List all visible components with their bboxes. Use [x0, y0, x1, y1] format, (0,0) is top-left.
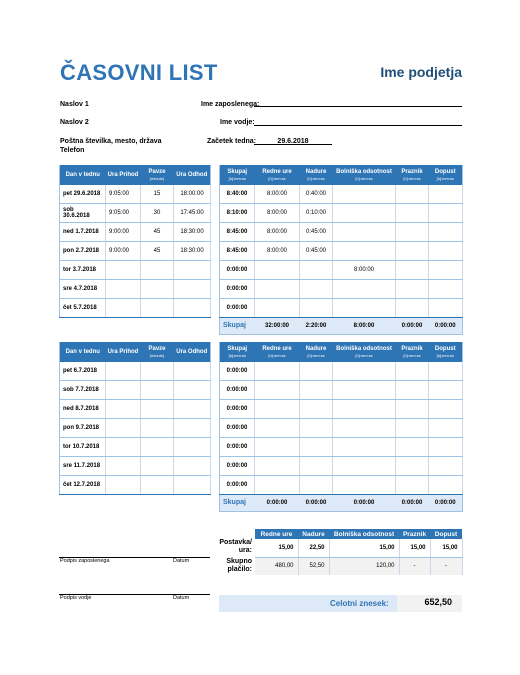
table-row: [220, 362, 463, 381]
total-cell: 0:00:00: [220, 362, 255, 381]
overtime-cell[interactable]: [300, 261, 333, 280]
vacation-cell[interactable]: [429, 456, 463, 475]
time-in-cell[interactable]: [106, 261, 141, 280]
holiday-cell[interactable]: [396, 438, 429, 457]
total-regular: 0:00:00: [255, 494, 300, 511]
company-name[interactable]: Ime podjetja: [380, 64, 462, 80]
regular-cell[interactable]: 8:00:00: [255, 223, 300, 242]
total-overtime: 0:00:00: [300, 494, 333, 511]
employee-date-label: Datum: [173, 558, 190, 564]
summary-header: Bolniška odsotnost: [329, 529, 399, 539]
sick-cell[interactable]: [333, 298, 396, 317]
time-out-cell[interactable]: 18:00:00: [174, 185, 211, 204]
total-cell: 8:40:00: [220, 185, 255, 204]
total-overtime: 2:20:00: [300, 317, 333, 334]
vacation-cell[interactable]: [429, 204, 463, 223]
regular-cell[interactable]: [255, 279, 300, 298]
time-in-cell[interactable]: [106, 456, 141, 475]
sick-cell[interactable]: 8:00:00: [333, 261, 396, 280]
overtime-cell[interactable]: 0:45:00: [300, 223, 333, 242]
table-row: [60, 475, 211, 494]
break-cell[interactable]: [141, 475, 174, 494]
time-out-cell[interactable]: [174, 362, 211, 381]
overtime-cell[interactable]: [300, 438, 333, 457]
overtime-cell[interactable]: [300, 400, 333, 419]
total-pay-cell: -: [430, 557, 462, 575]
sick-cell[interactable]: [333, 400, 396, 419]
time-out-cell[interactable]: [174, 475, 211, 494]
day-cell: ned 1.7.2018: [60, 223, 106, 242]
vacation-cell[interactable]: [429, 419, 463, 438]
time-in-cell[interactable]: [106, 475, 141, 494]
sick-cell[interactable]: [333, 223, 396, 242]
time-in-cell[interactable]: [106, 362, 141, 381]
break-cell[interactable]: 30: [141, 204, 174, 223]
day-cell: čet 5.7.2018: [60, 298, 106, 317]
overtime-cell[interactable]: 0:40:00: [300, 185, 333, 204]
holiday-cell[interactable]: [396, 279, 429, 298]
manager-name-label: Ime vodje:: [220, 119, 255, 126]
holiday-cell[interactable]: [396, 185, 429, 204]
holiday-cell[interactable]: [396, 298, 429, 317]
break-cell[interactable]: 45: [141, 242, 174, 261]
table-row: [220, 419, 463, 438]
week2-hours-table: [219, 342, 463, 512]
time-out-cell[interactable]: [174, 298, 211, 317]
vacation-cell[interactable]: [429, 475, 463, 494]
vacation-cell[interactable]: [429, 223, 463, 242]
regular-cell[interactable]: [255, 298, 300, 317]
sick-cell[interactable]: [333, 362, 396, 381]
regular-cell[interactable]: [255, 419, 300, 438]
total-cell: 8:45:00: [220, 242, 255, 261]
week2-time-table: [59, 342, 211, 495]
break-cell[interactable]: [141, 261, 174, 280]
time-in-cell[interactable]: [106, 381, 141, 400]
table-row: [220, 242, 463, 261]
week-start-label: Začetek tedna:: [207, 138, 257, 145]
time-out-cell[interactable]: [174, 381, 211, 400]
overtime-cell[interactable]: [300, 298, 333, 317]
total-pay-cell: -: [399, 557, 430, 575]
col-break: Pavze (minute): [141, 342, 174, 362]
total-vacation: 0:00:00: [429, 494, 463, 511]
total-vacation: 0:00:00: [429, 317, 463, 334]
total-cell: 0:00:00: [220, 261, 255, 280]
sick-cell[interactable]: [333, 475, 396, 494]
col-sick: Bolniška odsotnost [h]:mm:ss: [333, 165, 396, 185]
table-row: [60, 362, 211, 381]
col-total: Skupaj [h]:mm:ss: [220, 165, 255, 185]
address-line-1[interactable]: Naslov 1: [60, 101, 89, 108]
table-row: [220, 438, 463, 457]
sick-cell[interactable]: [333, 185, 396, 204]
pay-summary-table: [255, 529, 463, 575]
table-row: [60, 438, 211, 457]
rate-row: [255, 539, 462, 557]
totals-label: Skupaj: [220, 317, 255, 334]
col-regular: Redne ure [h]:mm:ss: [255, 165, 300, 185]
table-row: [60, 242, 211, 261]
total-cell: 0:00:00: [220, 438, 255, 457]
col-holiday: Praznik [h]:mm:ss: [396, 342, 429, 362]
time-out-cell[interactable]: [174, 261, 211, 280]
table-row: [220, 261, 463, 280]
vacation-cell[interactable]: [429, 242, 463, 261]
total-cell: 0:00:00: [220, 475, 255, 494]
regular-cell[interactable]: [255, 261, 300, 280]
rate-cell[interactable]: 15,00: [329, 539, 399, 557]
rate-cell[interactable]: 15,00: [255, 539, 298, 557]
table-row: [220, 185, 463, 204]
regular-cell[interactable]: 8:00:00: [255, 204, 300, 223]
summary-header: Dopust: [430, 529, 462, 539]
col-vacation: Dopust [h]:mm:ss: [429, 165, 463, 185]
total-cell: 0:00:00: [220, 419, 255, 438]
regular-cell[interactable]: [255, 400, 300, 419]
phone[interactable]: Telefon: [60, 147, 85, 154]
sick-cell[interactable]: [333, 279, 396, 298]
totals-row: [220, 317, 463, 334]
total-cell: 0:00:00: [220, 298, 255, 317]
totals-label: Skupaj: [220, 494, 255, 511]
holiday-cell[interactable]: [396, 204, 429, 223]
table-row: [220, 381, 463, 400]
break-cell[interactable]: [141, 381, 174, 400]
break-cell[interactable]: [141, 438, 174, 457]
col-break: Pavze (minute): [141, 165, 174, 185]
overtime-cell[interactable]: [300, 419, 333, 438]
vacation-cell[interactable]: [429, 362, 463, 381]
regular-cell[interactable]: [255, 475, 300, 494]
day-cell: pet 6.7.2018: [60, 362, 106, 381]
overtime-cell[interactable]: [300, 362, 333, 381]
time-out-cell[interactable]: 17:45:00: [174, 204, 211, 223]
total-pay-cell: 480,00: [255, 557, 298, 575]
total-cell: 0:00:00: [220, 279, 255, 298]
sick-cell[interactable]: [333, 242, 396, 261]
time-out-cell[interactable]: 18:30:00: [174, 223, 211, 242]
time-out-cell[interactable]: [174, 438, 211, 457]
total-sick: 8:00:00: [333, 317, 396, 334]
sick-cell[interactable]: [333, 438, 396, 457]
address-city[interactable]: Poštna številka, mesto, država: [60, 138, 162, 145]
holiday-cell[interactable]: [396, 362, 429, 381]
manager-signature-label: Podpis vodje: [60, 595, 92, 601]
col-sick: Bolniška odsotnost [h]:mm:ss: [333, 342, 396, 362]
manager-name-field[interactable]: [254, 125, 462, 126]
grand-total-value: 652,50: [424, 597, 452, 607]
regular-cell[interactable]: 8:00:00: [255, 185, 300, 204]
sick-cell[interactable]: [333, 456, 396, 475]
table-row: [220, 456, 463, 475]
time-in-cell[interactable]: [106, 279, 141, 298]
break-cell[interactable]: [141, 279, 174, 298]
table-row: [220, 475, 463, 494]
table-row: [60, 279, 211, 298]
total-cell: 0:00:00: [220, 456, 255, 475]
day-cell: pet 29.6.2018: [60, 185, 106, 204]
rate-cell[interactable]: 15,00: [430, 539, 462, 557]
col-day: Dan v tednu: [60, 342, 106, 362]
table-row: [60, 456, 211, 475]
table-row: [60, 261, 211, 280]
total-cell: 8:10:00: [220, 204, 255, 223]
col-overtime: Nadure [h]:mm:ss: [300, 165, 333, 185]
time-in-cell[interactable]: [106, 438, 141, 457]
table-row: [220, 400, 463, 419]
col-total: Skupaj [h]:mm:ss: [220, 342, 255, 362]
total-cell: 0:00:00: [220, 400, 255, 419]
rate-cell[interactable]: 22,50: [298, 539, 329, 557]
overtime-cell[interactable]: [300, 381, 333, 400]
total-pay-label: Skupno plačilo:: [226, 558, 252, 573]
table-row: [60, 400, 211, 419]
week1-time-table: [59, 165, 211, 318]
day-cell: pon 9.7.2018: [60, 419, 106, 438]
vacation-cell[interactable]: [429, 185, 463, 204]
break-cell[interactable]: [141, 362, 174, 381]
sick-cell[interactable]: [333, 381, 396, 400]
col-in: Ura Prihod: [106, 342, 141, 362]
summary-header: Nadure: [298, 529, 329, 539]
col-day: Dan v tednu: [60, 165, 106, 185]
time-out-cell[interactable]: [174, 456, 211, 475]
sick-cell[interactable]: [333, 204, 396, 223]
day-cell: sob 30.6.2018: [60, 204, 106, 223]
summary-header: Praznik: [399, 529, 430, 539]
table-row: [220, 298, 463, 317]
grand-total-label: Celotni znesek:: [330, 599, 389, 608]
holiday-cell[interactable]: [396, 261, 429, 280]
rate-cell[interactable]: 15,00: [399, 539, 430, 557]
time-out-cell[interactable]: [174, 419, 211, 438]
col-overtime: Nadure [h]:mm:ss: [300, 342, 333, 362]
break-cell[interactable]: [141, 456, 174, 475]
page-title: ČASOVNI LIST: [60, 60, 218, 85]
sick-cell[interactable]: [333, 419, 396, 438]
total-holiday: 0:00:00: [396, 494, 429, 511]
col-out: Ura Odhod: [174, 165, 211, 185]
summary-header: Redne ure: [255, 529, 298, 539]
totals-row: [220, 494, 463, 511]
vacation-cell[interactable]: [429, 261, 463, 280]
regular-cell[interactable]: [255, 438, 300, 457]
day-cell: čet 12.7.2018: [60, 475, 106, 494]
employee-name-label: Ime zaposlenega:: [201, 101, 260, 108]
col-holiday: Praznik [h]:mm:ss: [396, 165, 429, 185]
day-cell: tor 3.7.2018: [60, 261, 106, 280]
day-cell: sre 4.7.2018: [60, 279, 106, 298]
week-start-underline: [254, 144, 332, 145]
time-in-cell[interactable]: [106, 298, 141, 317]
address-line-2[interactable]: Naslov 2: [60, 119, 89, 126]
total-regular: 32:00:00: [255, 317, 300, 334]
table-row: [220, 204, 463, 223]
week-start-value[interactable]: 29.6.2018: [277, 138, 309, 145]
overtime-cell[interactable]: 0:10:00: [300, 204, 333, 223]
holiday-cell[interactable]: [396, 456, 429, 475]
employee-name-field[interactable]: [254, 106, 462, 107]
break-cell[interactable]: 45: [141, 223, 174, 242]
vacation-cell[interactable]: [429, 279, 463, 298]
table-row: [60, 185, 211, 204]
day-cell: sre 11.7.2018: [60, 456, 106, 475]
day-cell: tor 10.7.2018: [60, 438, 106, 457]
total-cell: 0:00:00: [220, 381, 255, 400]
table-row: [220, 223, 463, 242]
holiday-cell[interactable]: [396, 475, 429, 494]
manager-date-label: Datum: [173, 595, 190, 601]
day-cell: ned 8.7.2018: [60, 400, 106, 419]
vacation-cell[interactable]: [429, 298, 463, 317]
table-row: [60, 381, 211, 400]
time-in-cell[interactable]: 9:00:00: [106, 223, 141, 242]
table-row: [220, 279, 463, 298]
regular-cell[interactable]: [255, 456, 300, 475]
rate-label: Postavka/ ura:: [219, 539, 252, 554]
total-holiday: 0:00:00: [396, 317, 429, 334]
break-cell[interactable]: [141, 298, 174, 317]
time-in-cell[interactable]: [106, 419, 141, 438]
overtime-cell[interactable]: [300, 475, 333, 494]
table-row: [60, 298, 211, 317]
total-pay-row: [255, 557, 462, 575]
time-out-cell[interactable]: 18:30:00: [174, 242, 211, 261]
col-vacation: Dopust [h]:mm:ss: [429, 342, 463, 362]
holiday-cell[interactable]: [396, 223, 429, 242]
total-pay-cell: 120,00: [329, 557, 399, 575]
table-row: [60, 419, 211, 438]
holiday-cell[interactable]: [396, 400, 429, 419]
table-row: [60, 223, 211, 242]
time-in-cell[interactable]: 9:00:00: [106, 242, 141, 261]
break-cell[interactable]: [141, 400, 174, 419]
holiday-cell[interactable]: [396, 242, 429, 261]
week1-hours-table: [219, 165, 463, 335]
overtime-cell[interactable]: 0:45:00: [300, 242, 333, 261]
regular-cell[interactable]: [255, 381, 300, 400]
total-pay-cell: 52,50: [298, 557, 329, 575]
time-out-cell[interactable]: [174, 279, 211, 298]
overtime-cell[interactable]: [300, 456, 333, 475]
time-in-cell[interactable]: 9:05:00: [106, 185, 141, 204]
vacation-cell[interactable]: [429, 438, 463, 457]
overtime-cell[interactable]: [300, 279, 333, 298]
time-in-cell[interactable]: 9:05:00: [106, 204, 141, 223]
day-cell: pon 2.7.2018: [60, 242, 106, 261]
col-in: Ura Prihod: [106, 165, 141, 185]
vacation-cell[interactable]: [429, 381, 463, 400]
break-cell[interactable]: [141, 419, 174, 438]
holiday-cell[interactable]: [396, 381, 429, 400]
vacation-cell[interactable]: [429, 400, 463, 419]
col-out: Ura Odhod: [174, 342, 211, 362]
break-cell[interactable]: 15: [141, 185, 174, 204]
total-sick: 0:00:00: [333, 494, 396, 511]
day-cell: sob 7.7.2018: [60, 381, 106, 400]
regular-cell[interactable]: 8:00:00: [255, 242, 300, 261]
total-cell: 8:45:00: [220, 223, 255, 242]
table-row: [60, 204, 211, 223]
regular-cell[interactable]: [255, 362, 300, 381]
time-in-cell[interactable]: [106, 400, 141, 419]
employee-signature-label: Podpis zaposlenega: [60, 558, 110, 564]
col-regular: Redne ure [h]:mm:ss: [255, 342, 300, 362]
time-out-cell[interactable]: [174, 400, 211, 419]
holiday-cell[interactable]: [396, 419, 429, 438]
